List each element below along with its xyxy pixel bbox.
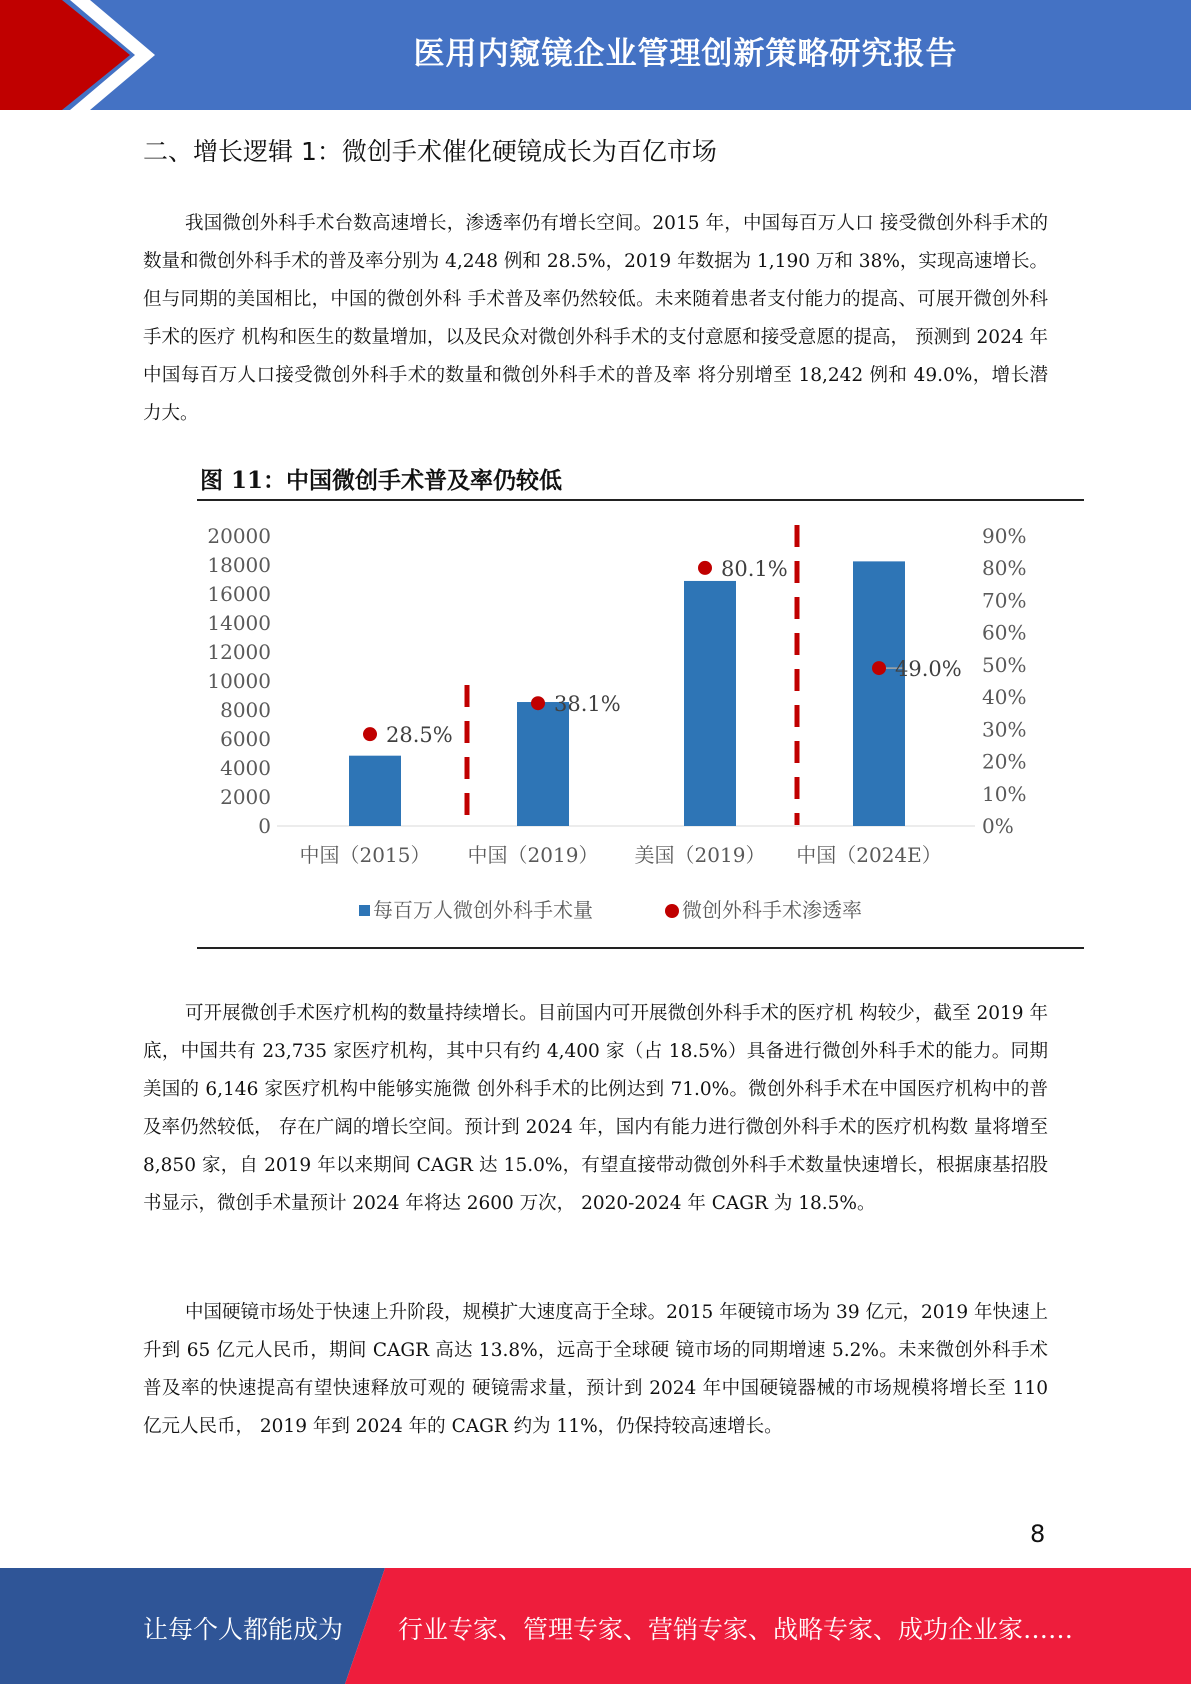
figure-top-rule <box>197 499 1084 501</box>
y-right-tick-label: 40% <box>982 685 1027 710</box>
y-left-tick-label: 8000 <box>220 698 271 722</box>
x-tick-label: 中国（2024E） <box>796 843 942 867</box>
bar <box>517 702 569 826</box>
y-left-tick-label: 20000 <box>207 524 271 548</box>
bar-series <box>349 561 905 826</box>
x-tick-label: 中国（2019） <box>467 843 599 867</box>
legend-swatch-point <box>665 904 679 918</box>
chart-legend <box>359 898 862 922</box>
paragraph-3: 中国硬镜市场处于快速上升阶段，规模扩大速度高于全球。2015 年硬镜市场为 39 亿元，2019 年快速上升到 65 亿元人民币，期间 CAGR 高达 13.8%，远高于全球硬 镜市场的同期增速 5.2%。未来微创外科手术普及率的快速提高有望快速释放可观的 硬镜需求量，预计到 2024 年中国硬镜器械的市场规模将增长至 110 亿元人民币， 2019 年到 2024 年的 CAGR 约为 11%，仍保持较高速增长。 <box>143 1302 1048 1437</box>
page-header <box>0 0 1191 110</box>
y-right-tick-label: 50% <box>982 652 1027 677</box>
rate-point <box>363 727 377 741</box>
footer-slogan-left: 让每个人都能成为 <box>143 1615 344 1644</box>
penetration-chart <box>197 505 1084 945</box>
report-title: 医用内窥镜企业管理创新策略研究报告 <box>413 36 958 72</box>
y-axis-left <box>207 524 271 838</box>
figure-title: 图 11：中国微创手术普及率仍较低 <box>200 467 563 494</box>
x-tick-label: 美国（2019） <box>634 843 766 867</box>
x-tick-label: 中国（2015） <box>299 843 431 867</box>
page-number: 8 <box>1030 1520 1046 1548</box>
rate-data-label: 49.0% <box>895 657 962 682</box>
y-left-tick-label: 2000 <box>220 785 271 809</box>
rate-data-label: 38.1% <box>554 692 621 717</box>
y-left-tick-label: 4000 <box>220 756 271 780</box>
legend-label-bar: 每百万人微创外科手术量 <box>373 898 593 922</box>
y-right-tick-label: 10% <box>982 781 1027 806</box>
paragraph-2: 可开展微创手术医疗机构的数量持续增长。目前国内可开展微创外科手术的医疗机 构较少，截至 2019 年底，中国共有 23,735 家医疗机构，其中只有约 4,400 家（占 18.5%）具备进行微创外科手术的能力。同期美国的 6,146 家医疗机构中能够实施微 创外科手术的比例达到 71.0%。微创外科手术在中国医疗机构中的普及率仍然较低， 存在广阔的增长空间。预计到 2024 年，国内有能力进行微创外科手术的医疗机构数 量将增至 8,850 家，自 2019 年以来期间 CAGR 达 15.0%，有望直接带动微创外科手术数量快速增长，根据康基招股书显示，微创手术量预计 2024 年将达 2600 万次， 2020-2024 年 CAGR 为 18.5%。 <box>143 1003 1048 1214</box>
bar <box>853 561 905 826</box>
rate-point <box>698 561 712 575</box>
legend-swatch-bar <box>359 905 370 916</box>
x-axis-labels <box>300 843 942 867</box>
y-left-tick-label: 16000 <box>207 582 271 606</box>
figure-bottom-rule <box>197 947 1084 949</box>
y-right-tick-label: 0% <box>982 814 1014 838</box>
bar <box>684 581 736 826</box>
bar <box>349 756 401 826</box>
y-right-tick-label: 70% <box>982 588 1027 613</box>
y-axis-right <box>982 524 1026 838</box>
y-right-tick-label: 30% <box>982 717 1027 742</box>
y-left-tick-label: 0 <box>258 814 271 838</box>
legend-label-point: 微创外科手术渗透率 <box>682 898 862 922</box>
rate-point <box>531 696 545 710</box>
section-heading: 二、增长逻辑 1：微创手术催化硬镜成长为百亿市场 <box>143 137 717 166</box>
rate-data-label: 80.1% <box>721 556 788 581</box>
y-right-tick-label: 90% <box>982 524 1027 548</box>
y-left-tick-label: 10000 <box>207 669 271 693</box>
y-left-tick-label: 12000 <box>207 640 271 664</box>
rate-point <box>872 661 886 675</box>
y-right-tick-label: 80% <box>982 556 1027 581</box>
y-right-tick-label: 20% <box>982 749 1027 774</box>
y-right-tick-label: 60% <box>982 620 1027 645</box>
rate-data-label: 28.5% <box>386 723 453 748</box>
y-left-tick-label: 18000 <box>207 553 271 577</box>
y-left-tick-label: 6000 <box>220 727 271 751</box>
footer-slogan-right: 行业专家、管理专家、营销专家、战略专家、成功企业家…… <box>398 1615 1074 1644</box>
page-footer <box>0 1568 1191 1684</box>
paragraph-1: 我国微创外科手术台数高速增长，渗透率仍有增长空间。2015 年，中国每百万人口 接受微创外科手术的数量和微创外科手术的普及率分别为 4,248 例和 28.5%，2019 年数据为 1,190 万和 38%，实现高速增长。但与同期的美国相比，中国的微创外科 手术普及率仍然较低。未来随着患者支付能力的提高、可展开微创外科手术的医疗 机构和医生的数量增加，以及民众对微创外科手术的支付意愿和接受意愿的提高， 预测到 2024 年中国每百万人口接受微创外科手术的数量和微创外科手术的普及率 将分别增至 18,242 例和 49.0%，增长潜力大。 <box>143 213 1048 424</box>
y-left-tick-label: 14000 <box>207 611 271 635</box>
